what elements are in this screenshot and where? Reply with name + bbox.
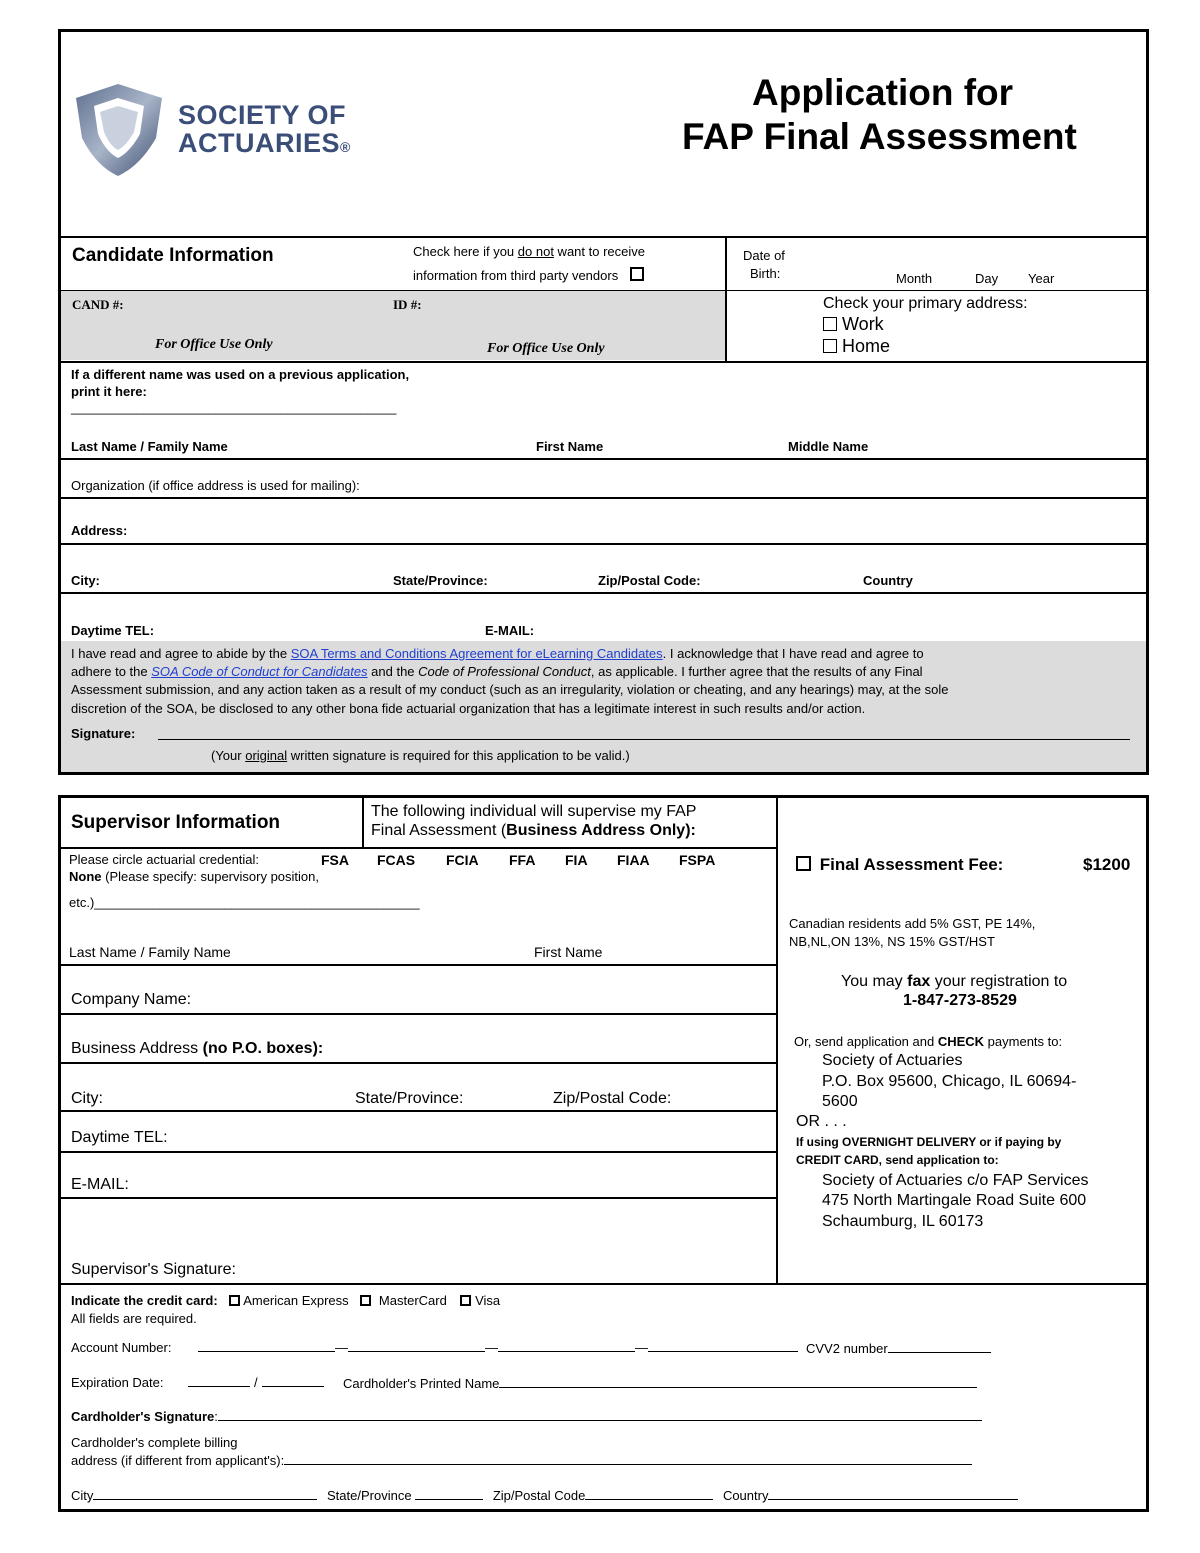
logo-text-line2 — [178, 128, 351, 159]
mail-intro-text: Or, send application and — [794, 1034, 938, 1049]
billing-zip-label: Zip/Postal Code — [492, 1488, 586, 1503]
signature-note-text: (Your — [211, 748, 246, 763]
cvv-field[interactable] — [888, 1340, 991, 1353]
agreement-text: , as applicable. I further agree that the results of any Final — [590, 664, 923, 679]
signature-note-text: written signature is required for this application to be valid.) — [287, 748, 630, 763]
overnight-address-line3: Schaumburg, IL 60173 — [822, 1213, 984, 1230]
zip-label: Zip/Postal Code: — [598, 573, 701, 588]
credential-none[interactable] — [69, 869, 319, 884]
mastercard-label: MasterCard — [378, 1293, 447, 1308]
fee-amount: $1200 — [1083, 855, 1131, 874]
credential-none-note: (Please specify: supervisory position, — [101, 869, 319, 884]
business-address-emphasis: (no P.O. boxes): — [202, 1040, 324, 1057]
expiration-separator: / — [254, 1375, 258, 1390]
logo-text-line1: SOCIETY OF — [178, 100, 347, 130]
address-label: Address: — [71, 523, 128, 538]
mail-intro-text: payments to: — [984, 1034, 1063, 1049]
business-address-text: Business Address — [71, 1040, 203, 1057]
logo-registered-mark: ® — [340, 139, 351, 155]
supervisor-intro-emphasis: Business Address Only — [506, 822, 686, 839]
visa-checkbox[interactable] — [460, 1295, 471, 1306]
billing-country-field[interactable] — [768, 1487, 1018, 1500]
cardholder-signature-row: Cardholder's Signature: — [71, 1408, 982, 1424]
cvv-label — [806, 1340, 991, 1356]
billing-state-field[interactable] — [415, 1487, 483, 1500]
previous-name-field[interactable]: _____________________________________________ — [71, 400, 397, 415]
first-name-label: First Name — [536, 439, 604, 454]
state-label: State/Province: — [393, 573, 488, 588]
company-name-label: Company Name: — [71, 991, 192, 1008]
billing-label-line2: address (if different from applicant's): — [71, 1453, 285, 1468]
agreement-text: and the — [367, 664, 419, 679]
id-number-label: ID #: — [393, 297, 422, 312]
amex-checkbox[interactable] — [229, 1295, 240, 1306]
cardholder-signature-field[interactable] — [218, 1408, 982, 1421]
expiration-label: Expiration Date: — [71, 1375, 164, 1390]
business-address-label — [71, 1040, 323, 1058]
divider — [60, 1062, 777, 1064]
overnight-address-line1: Society of Actuaries c/o FAP Services — [822, 1172, 1089, 1189]
agreement-italic: Code of Professional Conduct — [418, 664, 591, 679]
divider — [60, 236, 1147, 238]
supervisor-section-title: Supervisor Information — [71, 812, 281, 833]
divider — [60, 458, 1147, 460]
mastercard-checkbox[interactable] — [360, 1295, 371, 1306]
fee-label: Final Assessment Fee: — [819, 855, 1004, 874]
agreement-text: I have read and agree to abide by the — [71, 646, 291, 661]
account-number-label: Account Number: — [71, 1340, 172, 1355]
dob-month[interactable]: Month — [896, 271, 933, 286]
page-title-line1: Application for — [752, 72, 1014, 113]
billing-city-label: City — [71, 1488, 94, 1503]
divider — [60, 497, 1147, 499]
fax-text: your registration to — [930, 973, 1068, 990]
credential-ffa[interactable]: FFA — [509, 852, 536, 868]
billing-row — [71, 1452, 972, 1468]
divider — [60, 1151, 777, 1153]
credential-fspa[interactable]: FSPA — [679, 852, 716, 868]
credential-fia[interactable]: FIA — [565, 852, 588, 868]
fee-checkbox[interactable] — [796, 856, 811, 871]
home-checkbox[interactable] — [823, 339, 837, 353]
tax-note-line1: Canadian residents add 5% GST, PE 14%, — [789, 916, 1036, 931]
divider — [60, 1283, 1147, 1285]
divider — [60, 361, 1147, 363]
fee-row[interactable] — [796, 855, 1003, 875]
supervisor-intro-line1: The following individual will supervise my FAP — [371, 803, 697, 820]
printed-name-field[interactable] — [499, 1375, 977, 1388]
logo-text-line2-word: ACTUARIES — [178, 128, 341, 158]
credential-none-label: None — [69, 869, 102, 884]
supervisor-first-name-label: First Name — [534, 944, 603, 960]
fax-emphasis: fax — [907, 973, 931, 990]
credential-fcas[interactable]: FCAS — [377, 852, 416, 868]
supervisor-tel-label: Daytime TEL: — [71, 1129, 168, 1146]
divider — [725, 237, 727, 361]
soa-logo — [70, 80, 370, 180]
or-text: OR . . . — [796, 1113, 847, 1130]
optout-text-emphasis: do not — [517, 244, 554, 259]
agreement-line1 — [71, 646, 924, 661]
printed-name-label: Cardholder's Printed Name — [343, 1376, 500, 1391]
divider — [776, 796, 778, 1283]
credential-fcia[interactable]: FCIA — [446, 852, 479, 868]
overnight-line2: CREDIT CARD, send application to: — [796, 1153, 999, 1167]
mail-address-line1: Society of Actuaries — [822, 1052, 963, 1069]
dob-day[interactable]: Day — [975, 271, 999, 286]
fax-text: You may — [841, 973, 908, 990]
primary-address-label: Check your primary address: — [823, 295, 1028, 312]
mail-intro-emphasis: CHECK — [937, 1034, 985, 1049]
fax-number: 1-847-273-8529 — [903, 992, 1017, 1009]
shield-icon — [70, 80, 170, 178]
cand-number-label: CAND #: — [72, 297, 124, 312]
supervisory-position-field[interactable]: etc.)_____________________________________________ — [69, 895, 420, 910]
terms-agreement-link[interactable]: SOA Terms and Conditions Agreement for eLearning Candidates — [290, 646, 663, 661]
optout-text-pre: Check here if you — [413, 244, 518, 259]
divider — [60, 847, 777, 849]
supervisor-city-label: City: — [71, 1090, 103, 1107]
agreement-line4: discretion of the SOA, be disclosed to any other bona fide actuarial organization that has a legitimate interest in such results and/or action. — [71, 701, 866, 716]
previous-name-line2: print it here: — [71, 384, 147, 399]
candidate-section-title: Candidate Information — [72, 245, 274, 266]
signature-note — [211, 748, 630, 763]
office-use-note-id: For Office Use Only — [487, 341, 605, 356]
mail-intro — [794, 1034, 1062, 1049]
visa-label: Visa — [475, 1293, 501, 1308]
work-checkbox[interactable] — [823, 317, 837, 331]
dob-year[interactable]: Year — [1028, 271, 1055, 286]
credential-fsa[interactable]: FSA — [321, 852, 349, 868]
country-label: Country — [863, 573, 913, 588]
optout-text-line2 — [413, 267, 644, 283]
credit-card-row — [71, 1293, 500, 1308]
cardholder-signature-label: Cardholder's Signature — [71, 1409, 215, 1424]
code-of-conduct-link[interactable]: SOA Code of Conduct for Candidates — [151, 664, 368, 679]
credential-fiaa[interactable]: FIAA — [617, 852, 650, 868]
divider — [60, 1013, 777, 1015]
supervisor-signature-label: Supervisor's Signature: — [71, 1261, 236, 1278]
divider — [60, 1110, 777, 1112]
billing-label-line1: Cardholder's complete billing — [71, 1435, 238, 1450]
dob-label-1: Date of — [743, 248, 785, 263]
credit-card-label: Indicate the credit card: — [71, 1293, 218, 1308]
billing-country-label: Country — [722, 1488, 769, 1503]
fax-line — [841, 973, 1067, 991]
tax-note-line2: NB,NL,ON 13%, NS 15% GST/HST — [789, 934, 995, 949]
optout-text — [413, 244, 645, 259]
signature-label: Signature: — [71, 726, 136, 741]
primary-address-home[interactable] — [823, 336, 890, 357]
primary-address-work[interactable] — [823, 314, 884, 335]
dob-label-2: Birth: — [750, 266, 781, 281]
divider — [60, 592, 1147, 594]
billing-address-field[interactable] — [284, 1452, 972, 1465]
divider — [60, 964, 777, 966]
supervisor-intro-line2 — [371, 822, 696, 840]
agreement-line3: Assessment submission, and any action taken as a result of my conduct (such as an irregularity, violation or cheating, and any hearings) may, at the sole — [71, 682, 949, 697]
supervisor-last-name-label: Last Name / Family Name — [69, 944, 231, 960]
amex-label: American Express — [243, 1293, 349, 1308]
overnight-address-line2: 475 North Martingale Road Suite 600 — [822, 1192, 1087, 1209]
city-label: City: — [71, 573, 100, 588]
account-number-field[interactable]: — — — — [198, 1339, 798, 1355]
divider — [60, 1197, 777, 1199]
signature-line[interactable] — [158, 739, 1130, 740]
agreement-text: . I acknowledge that I have read and agree to — [662, 646, 924, 661]
expiration-field[interactable] — [188, 1374, 324, 1390]
organization-label: Organization (if office address is used for mailing): — [71, 478, 360, 493]
billing-city-row — [71, 1487, 1018, 1503]
mail-address-line3: 5600 — [822, 1093, 858, 1110]
billing-city-field[interactable] — [93, 1487, 317, 1500]
divider — [362, 796, 364, 847]
previous-name-line1: If a different name was used on a previous application, — [71, 367, 410, 382]
optout-checkbox[interactable] — [630, 267, 644, 281]
optout-text-post: want to receive — [553, 244, 645, 259]
overnight-line1: If using OVERNIGHT DELIVERY or if paying by — [796, 1135, 1062, 1149]
work-label: Work — [842, 314, 884, 334]
supervisor-state-label: State/Province: — [355, 1090, 464, 1107]
office-use-note-cand: For Office Use Only — [155, 337, 273, 352]
mail-address-line2: P.O. Box 95600, Chicago, IL 60694- — [822, 1073, 1077, 1090]
last-name-label: Last Name / Family Name — [71, 439, 228, 454]
supervisor-intro-text: ): — [685, 822, 696, 839]
page-title-line2: FAP Final Assessment — [682, 116, 1077, 157]
divider — [60, 543, 1147, 545]
supervisor-intro-text: Final Assessment ( — [371, 822, 507, 839]
supervisor-email-label: E-MAIL: — [71, 1176, 129, 1193]
home-label: Home — [842, 336, 891, 356]
email-label: E-MAIL: — [485, 623, 535, 638]
printed-name-row — [343, 1375, 977, 1391]
billing-zip-field[interactable] — [585, 1487, 713, 1500]
optout-text-line2-label: information from third party vendors — [413, 268, 619, 283]
credential-label: Please circle actuarial credential: — [69, 852, 260, 867]
signature-note-emphasis: original — [245, 748, 288, 763]
agreement-text: adhere to the — [71, 664, 152, 679]
daytime-tel-label: Daytime TEL: — [71, 623, 155, 638]
supervisor-zip-label: Zip/Postal Code: — [553, 1090, 672, 1107]
agreement-line2 — [71, 664, 923, 679]
cvv-label-text: CVV2 number — [806, 1341, 888, 1356]
billing-state-label: State/Province — [327, 1488, 412, 1503]
middle-name-label: Middle Name — [788, 439, 869, 454]
required-note: All fields are required. — [71, 1311, 197, 1326]
